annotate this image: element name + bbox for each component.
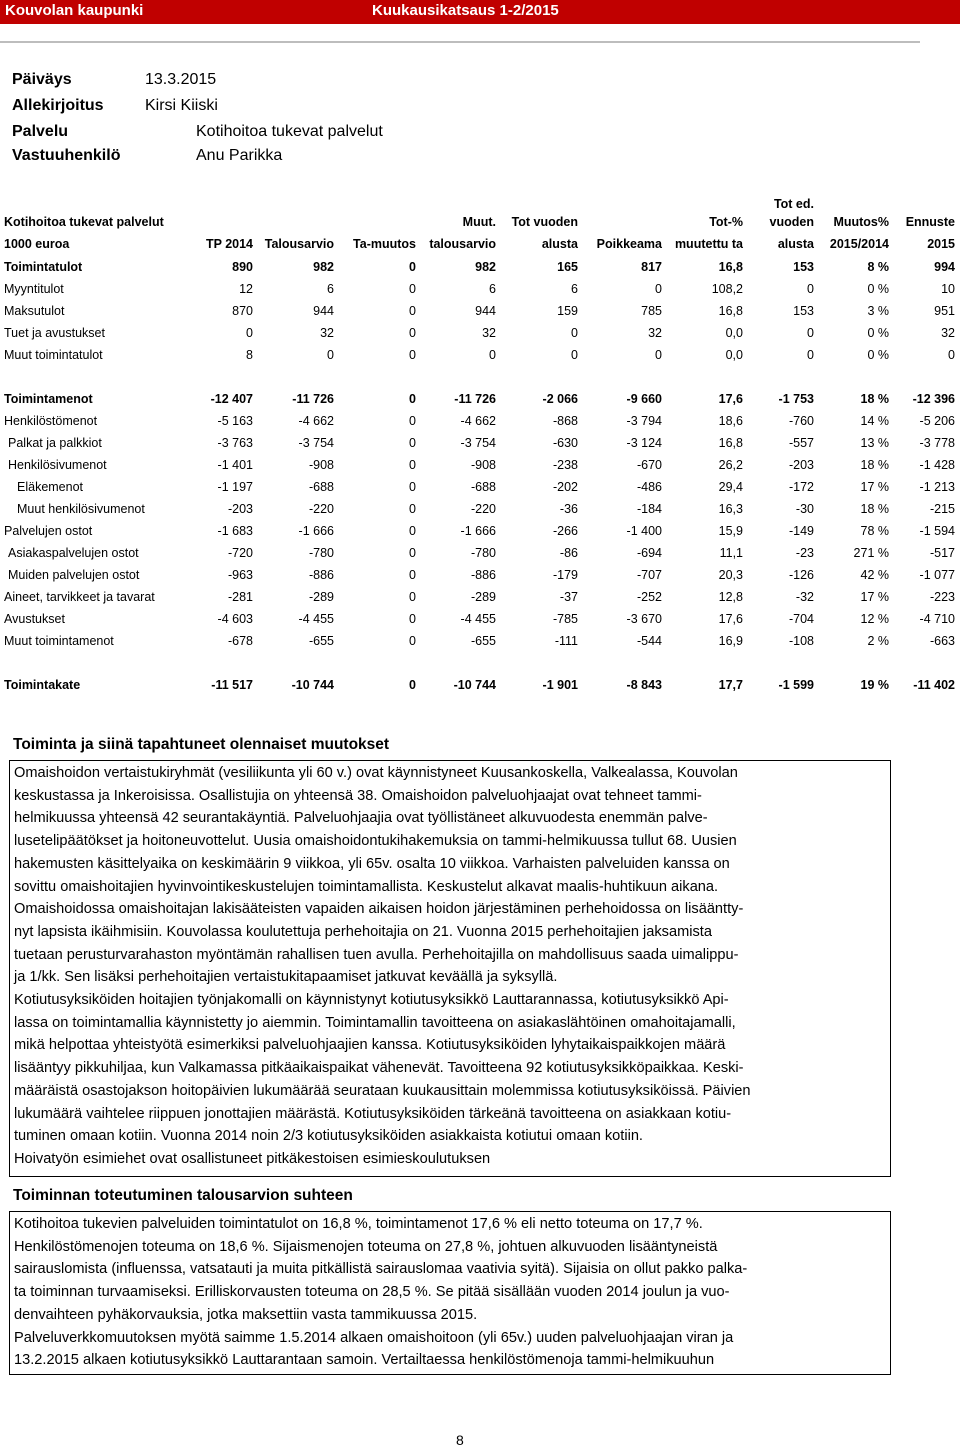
table-cell: -203: [788, 458, 814, 472]
column-header: alusta: [777, 237, 814, 251]
table-cell: -655: [308, 634, 334, 648]
paragraph-line: lusetelipäätökset ja hoitoneuvottelut. Uusia omaishoidontukihakemuksia on tammi-helmikuussa tullut 68. Uusien: [14, 833, 737, 850]
table-cell: -1 683: [217, 524, 253, 538]
table-cell: 0: [655, 348, 662, 362]
paragraph-line: helmikuussa yhteensä 42 seurantakäyntiä. Palveluohjaajia ovat työllistäneet alkuvuodesta enemmän palve-: [14, 810, 708, 827]
table-cell: -1 901: [542, 678, 578, 692]
paragraph-line: Kotiutusyksiköiden hoitajien työnjakomalli on käynnistynyt kotiutusyksikkö Lauttarannassa, kotiutusyksikkö Api-: [14, 992, 729, 1008]
table-cell: -868: [552, 414, 578, 428]
table-cell: -780: [470, 546, 496, 560]
row-label: Palkat ja palkkiot: [8, 436, 102, 450]
table-cell: 0: [948, 348, 955, 362]
table-cell: -1 666: [298, 524, 334, 538]
table-cell: -780: [308, 546, 334, 560]
table-cell: 0: [571, 326, 578, 340]
table-cell: -517: [929, 546, 955, 560]
table-cell: 12,8: [718, 590, 743, 604]
table-cell: 890: [232, 260, 253, 274]
metadata-value: Kirsi Kiiski: [145, 97, 218, 114]
paragraph-line: Hoivatyön esimiehet ovat osallistuneet pitkäkestoisen esimieskoulutuksen: [14, 1150, 491, 1167]
table-cell: -557: [788, 436, 814, 450]
paragraph-line: Henkilöstömenojen toteuma on 18,6 %. Sijaismenojen toteuma on 27,8 %, johtuen alkuvuoden lisääntyneistä: [14, 1238, 718, 1255]
table-cell: 0,0: [725, 348, 743, 362]
table-cell: 0: [409, 480, 416, 494]
table-cell: -203: [227, 502, 253, 516]
table-cell: 944: [475, 304, 496, 318]
table-cell: -111: [554, 634, 578, 648]
table-cell: -3 124: [626, 436, 662, 450]
column-header: TP 2014: [205, 237, 253, 251]
column-header: Tot-%: [709, 215, 743, 229]
metadata-label: Vastuuhenkilö: [12, 147, 121, 164]
table-cell: -223: [929, 590, 955, 604]
table-cell: 0: [409, 502, 416, 516]
table-cell: -11 726: [292, 392, 334, 406]
paragraph-line: ja 1/kk. Sen lisäksi perhehoitajien vertaistukitapaamiset jatkuvat keväällä ja syksyllä.: [14, 969, 558, 986]
table-cell: -707: [636, 568, 662, 582]
table-cell: 951: [934, 304, 955, 318]
table-cell: -1 428: [919, 458, 955, 472]
table-cell: 6: [489, 282, 496, 296]
row-label: Avustukset: [4, 612, 65, 626]
row-label: Toimintatulot: [4, 260, 83, 274]
column-header: Ta-muutos: [353, 237, 416, 251]
metadata-value: Anu Parikka: [196, 147, 283, 164]
table-cell: -184: [636, 502, 662, 516]
table-cell: -694: [636, 546, 662, 560]
table-cell: 10: [941, 282, 955, 296]
paragraph-line: Omaishoidon vertaistukiryhmät (vesiliikunta yli 60 v.) ovat käynnistyneet Kuusankoskella, Valkealassa, Kouvolan: [14, 765, 738, 781]
table-cell: 11,1: [719, 546, 743, 560]
table-cell: 6: [327, 282, 334, 296]
table-cell: -1 666: [460, 524, 496, 538]
table-cell: -4 455: [298, 612, 334, 626]
table-cell: -4 603: [217, 612, 253, 626]
table-cell: -3 794: [626, 414, 662, 428]
table-cell: -1 077: [919, 568, 955, 582]
table-cell: -37: [559, 590, 578, 604]
table-cell: -1 753: [778, 392, 814, 406]
section-title-changes: Toiminta ja siinä tapahtuneet olennaiset muutokset: [13, 736, 390, 753]
table-cell: -785: [552, 612, 578, 626]
row-label: Eläkemenot: [17, 480, 84, 494]
table-cell: 159: [557, 304, 578, 318]
table-cell: 0: [409, 634, 416, 648]
table-cell: -908: [308, 458, 334, 472]
column-header: muutettu ta: [674, 237, 743, 251]
table-cell: -1 213: [919, 480, 955, 494]
table-cell: 944: [313, 304, 334, 318]
table-cell: -704: [788, 612, 814, 626]
table-cell: 0: [409, 436, 416, 450]
paragraph-line: nyt lapsista ikäihmisiin. Kouvolassa koulutettuja perhehoitajia on 21. Vuonna 2015 perhehoitajien jaksamista: [14, 923, 712, 940]
header-separator: [0, 41, 920, 43]
table-cell: -688: [308, 480, 334, 494]
row-label: Asiakaspalvelujen ostot: [8, 546, 139, 560]
organization-name: Kouvolan kaupunki: [5, 2, 144, 19]
table-cell: 165: [557, 260, 578, 274]
column-header: Tot vuoden: [511, 215, 578, 229]
column-header: Tot ed.: [773, 197, 814, 211]
paragraph-line: 13.2.2015 alkaen kotiutusyksikkö Lauttarantaan samoin. Vertailtaessa henkilöstömenoja tammi-helmikuuhun: [14, 1352, 715, 1369]
table-cell: -23: [795, 546, 814, 560]
column-header: 2015: [927, 237, 955, 251]
table-cell: 0: [807, 348, 814, 362]
table-cell: -30: [795, 502, 814, 516]
table-cell: 17 %: [860, 480, 889, 494]
column-header: talousarvio: [429, 237, 496, 251]
table-cell: 26,2: [718, 458, 743, 472]
table-cell: 13 %: [860, 436, 889, 450]
table-cell: -8 843: [626, 678, 662, 692]
document-header-bar: [0, 0, 960, 24]
table-cell: -1 400: [626, 524, 662, 538]
section-title-budget: Toiminnan toteutuminen talousarvion suhteen: [13, 1187, 353, 1204]
table-cell: -9 660: [626, 392, 662, 406]
table-cell: 0: [409, 590, 416, 604]
table-cell: -289: [308, 590, 334, 604]
table-cell: -5 206: [919, 414, 955, 428]
table-cell: -126: [788, 568, 814, 582]
table-cell: -220: [308, 502, 334, 516]
table-cell: 42 %: [860, 568, 889, 582]
table-cell: -1 401: [217, 458, 253, 472]
table-cell: 8: [246, 348, 253, 362]
table-cell: -238: [552, 458, 578, 472]
table-cell: 0: [655, 282, 662, 296]
table-cell: 0: [409, 392, 416, 406]
table-cell: -11 517: [211, 678, 253, 692]
table-cell: 17,6: [718, 392, 743, 406]
table-cell: -281: [227, 590, 253, 604]
table-cell: 0: [409, 304, 416, 318]
table-cell: -678: [227, 634, 253, 648]
table-cell: -172: [788, 480, 814, 494]
table-cell: -5 163: [217, 414, 253, 428]
page-number: 8: [456, 1432, 464, 1448]
report-title: Kuukausikatsaus 1-2/2015: [372, 2, 559, 19]
table-cell: -36: [559, 502, 578, 516]
table-cell: 817: [641, 260, 662, 274]
paragraph-line: Palveluverkkomuutoksen myötä saimme 1.5.2014 alkaen omaishoitoon (yli 65v.) uuden palveluohjaajan viran ja: [14, 1329, 734, 1346]
table-cell: -4 662: [298, 414, 334, 428]
paragraph-line: Kotihoitoa tukevien palveluiden toimintatulot on 16,8 %, toimintamenot 17,6 % eli netto toteuma on 17,7 %.: [14, 1216, 703, 1232]
table-cell: 785: [641, 304, 662, 318]
table-cell: -688: [470, 480, 496, 494]
table-cell: 108,2: [711, 282, 743, 296]
table-cell: 0 %: [867, 282, 889, 296]
table-cell: -3 763: [217, 436, 253, 450]
table-cell: -663: [929, 634, 955, 648]
table-cell: 994: [934, 260, 955, 274]
table-cell: -3 754: [460, 436, 496, 450]
table-cell: 0: [409, 612, 416, 626]
table-cell: -3 778: [919, 436, 955, 450]
table-cell: 0: [807, 282, 814, 296]
table-cell: -252: [636, 590, 662, 604]
table-cell: -12 396: [912, 392, 955, 406]
metadata-label: Allekirjoitus: [12, 97, 104, 114]
table-cell: -266: [552, 524, 578, 538]
table-cell: 14 %: [860, 414, 889, 428]
table-cell: 17,6: [718, 612, 743, 626]
changes-text-box: [9, 760, 891, 1177]
row-label: Muiden palvelujen ostot: [8, 568, 140, 582]
row-label: Tuet ja avustukset: [4, 326, 105, 340]
table-cell: 0: [409, 458, 416, 472]
table-cell: -760: [788, 414, 814, 428]
table-cell: -1 594: [919, 524, 955, 538]
table-cell: 16,8: [718, 436, 743, 450]
table-cell: 8 %: [867, 260, 889, 274]
paragraph-line: mikä helpottaa yhteistyötä esimerkiksi palveluohjaajien kanssa. Kotiutusyksiköiden lyhytaikaispaikkojen määrä: [14, 1037, 726, 1054]
paragraph-line: denvaihteen pyhäkorvauksia, jotka maksettiin vasta tammikuussa 2015.: [14, 1306, 478, 1323]
table-cell: -4 455: [460, 612, 496, 626]
table-cell: 2 %: [867, 634, 889, 648]
table-cell: 20,3: [718, 568, 743, 582]
table-cell: -179: [552, 568, 578, 582]
table-cell: -544: [636, 634, 662, 648]
table-cell: -289: [470, 590, 496, 604]
table-cell: 16,8: [718, 304, 743, 318]
table-cell: -108: [788, 634, 814, 648]
table-cell: 3 %: [867, 304, 889, 318]
table-cell: 0: [409, 326, 416, 340]
metadata-value: Kotihoitoa tukevat palvelut: [196, 123, 383, 140]
table-cell: -630: [552, 436, 578, 450]
table-cell: 32: [941, 326, 955, 340]
table-cell: -886: [470, 568, 496, 582]
paragraph-line: Omaishoidossa omaishoitajan lakisääteisten vapaiden aikaisen hoidon järjestäminen perhehoidossa on lisääntty-: [14, 901, 744, 918]
table-cell: -149: [788, 524, 814, 538]
table-cell: -670: [636, 458, 662, 472]
table-cell: 982: [313, 260, 334, 274]
table-cell: -963: [227, 568, 253, 582]
table-cell: 18 %: [860, 458, 889, 472]
table-cell: -12 407: [210, 392, 253, 406]
table-cell: -1 197: [217, 480, 253, 494]
table-cell: -11 726: [454, 392, 496, 406]
table-cell: 0: [409, 524, 416, 538]
table-cell: -3 670: [626, 612, 662, 626]
table-cell: 0 %: [867, 326, 889, 340]
table-cell: 0: [409, 348, 416, 362]
paragraph-line: lukumäärä vaihtelee riippuen jonottajien määrästä. Kotiutusyksiköiden tärkeänä tavoitteena on asiakkaan kotiu-: [14, 1105, 732, 1122]
table-cell: 0 %: [867, 348, 889, 362]
row-label: Maksutulot: [4, 304, 65, 318]
table-cell: 32: [482, 326, 496, 340]
table-cell: 17 %: [860, 590, 889, 604]
paragraph-line: lassa on toimintamallia käynnistetty jo aiemmin. Toimintamallin tavoitteena on asiakaslähtöinen omahoitajamalli,: [14, 1014, 736, 1031]
paragraph-line: sovittu omaishoitajien hyvinvointikeskustelujen toimintamallista. Keskustelut alkavat maalis-huhtikuun aikana.: [14, 878, 719, 895]
table-cell: 0: [409, 260, 416, 274]
table-title: Kotihoitoa tukevat palvelut: [4, 215, 164, 229]
table-cell: 271 %: [853, 546, 889, 560]
table-cell: 0: [409, 282, 416, 296]
table-cell: 19 %: [860, 678, 889, 692]
table-cell: -4 710: [919, 612, 955, 626]
table-cell: 18 %: [860, 392, 889, 406]
table-cell: 18 %: [860, 502, 889, 516]
table-cell: -3 754: [298, 436, 334, 450]
column-header: Muutos%: [833, 215, 889, 229]
metadata-label: Palvelu: [12, 123, 69, 140]
table-cell: 0: [571, 348, 578, 362]
table-cell: 0: [409, 546, 416, 560]
table-cell: 16,8: [718, 260, 743, 274]
table-cell: 17,7: [718, 678, 743, 692]
table-cell: 6: [571, 282, 578, 296]
paragraph-line: tuminen omaan kotiin. Vuonna 2014 noin 2/3 kotiutusyksiköiden asiakkaista kotiutui omaan kotiin.: [14, 1128, 643, 1145]
table-cell: 0: [246, 326, 253, 340]
row-label: Aineet, tarvikkeet ja tavarat: [4, 590, 155, 604]
table-cell: 0: [409, 678, 416, 692]
metadata-label: Päiväys: [12, 71, 72, 88]
table-cell: 16,9: [718, 634, 743, 648]
column-header: Ennuste: [905, 215, 955, 229]
column-header: Muut.: [462, 215, 496, 229]
table-cell: 870: [232, 304, 253, 318]
column-header: Poikkeama: [596, 237, 662, 251]
table-cell: 15,9: [718, 524, 743, 538]
table-cell: 0: [409, 414, 416, 428]
table-cell: -4 662: [460, 414, 496, 428]
table-cell: 153: [793, 304, 814, 318]
table-cell: 153: [793, 260, 814, 274]
table-cell: -220: [470, 502, 496, 516]
table-cell: -10 744: [291, 678, 334, 692]
paragraph-line: lisääntyy pikkuhiljaa, kun Valkamassa pitkäaikaispaikat vähenevät. Tavoitteena 92 kotiutusyksikköpaikkaa. Keski-: [14, 1060, 744, 1077]
table-cell: -720: [227, 546, 253, 560]
metadata-value: 13.3.2015: [145, 71, 217, 88]
paragraph-line: ta toiminnan turvaamiseksi. Erilliskorvausten toteuma on 28,5 %. Se pitää sisällään vuoden 2014 joulun ja vuo-: [14, 1284, 730, 1301]
table-cell: -215: [929, 502, 955, 516]
table-cell: 12 %: [860, 612, 889, 626]
budget-text-box: [9, 1211, 891, 1375]
column-header: alusta: [541, 237, 578, 251]
row-label: Henkilösivumenot: [8, 458, 107, 472]
row-label: Toimintakate: [4, 678, 81, 692]
table-cell: 982: [475, 260, 496, 274]
table-cell: -2 066: [542, 392, 578, 406]
table-cell: 0: [807, 326, 814, 340]
row-label: Muut toimintatulot: [4, 348, 103, 362]
table-cell: -11 402: [913, 678, 955, 692]
row-label: Henkilöstömenot: [4, 414, 98, 428]
column-header: 2015/2014: [829, 237, 889, 251]
table-cell: 78 %: [860, 524, 889, 538]
table-cell: 0: [489, 348, 496, 362]
table-cell: -908: [470, 458, 496, 472]
row-label: Toimintamenot: [4, 392, 93, 406]
row-label: Muut toimintamenot: [4, 634, 114, 648]
paragraph-line: tuetaan perusturvarahaston myöntämän rahallisen tuen avulla. Perhehoitajilla on mahdollisuus saada uimalippu-: [14, 946, 739, 963]
table-cell: 32: [320, 326, 334, 340]
table-cell: 29,4: [718, 480, 743, 494]
paragraph-line: sairauslomista (influenssa, vatsatauti ja muita pitkällistä sairauslomaa vaativia syitä). Sijaisia on ollut pakko palka-: [14, 1261, 748, 1278]
table-cell: 0: [409, 568, 416, 582]
table-cell: -32: [795, 590, 814, 604]
row-label: Palvelujen ostot: [4, 524, 93, 538]
table-unit: 1000 euroa: [4, 237, 70, 251]
column-header: vuoden: [769, 215, 814, 229]
table-cell: -886: [308, 568, 334, 582]
paragraph-line: määräistä osastojakson hoitopäivien lukumäärää seurataan kuukausittain molemmissa kotiutusyksiköissä. Päivien: [14, 1082, 751, 1099]
table-cell: 32: [648, 326, 662, 340]
table-cell: 0,0: [725, 326, 743, 340]
table-cell: -486: [636, 480, 662, 494]
table-cell: -655: [470, 634, 496, 648]
row-label: Myyntitulot: [4, 282, 64, 296]
column-header: Talousarvio: [264, 237, 334, 251]
paragraph-line: keskustassa ja Inkeroisissa. Osallistujia on yhteensä 38. Omaishoidon palveluohjaajat ovat tehneet tammi-: [14, 787, 702, 804]
table-cell: -202: [552, 480, 578, 494]
table-cell: 18,6: [718, 414, 743, 428]
row-label: Muut henkilösivumenot: [17, 502, 145, 516]
table-cell: -86: [559, 546, 578, 560]
paragraph-line: hakemusten käsittelyaika on keskimäärin 9 viikkoa, yli 65v. osalta 10 viikkoa. Varhaisten palveluiden kanssa on: [14, 855, 730, 872]
table-cell: 0: [327, 348, 334, 362]
table-cell: -1 599: [778, 678, 814, 692]
table-cell: 12: [239, 282, 253, 296]
table-cell: 16,3: [718, 502, 743, 516]
table-cell: -10 744: [453, 678, 496, 692]
